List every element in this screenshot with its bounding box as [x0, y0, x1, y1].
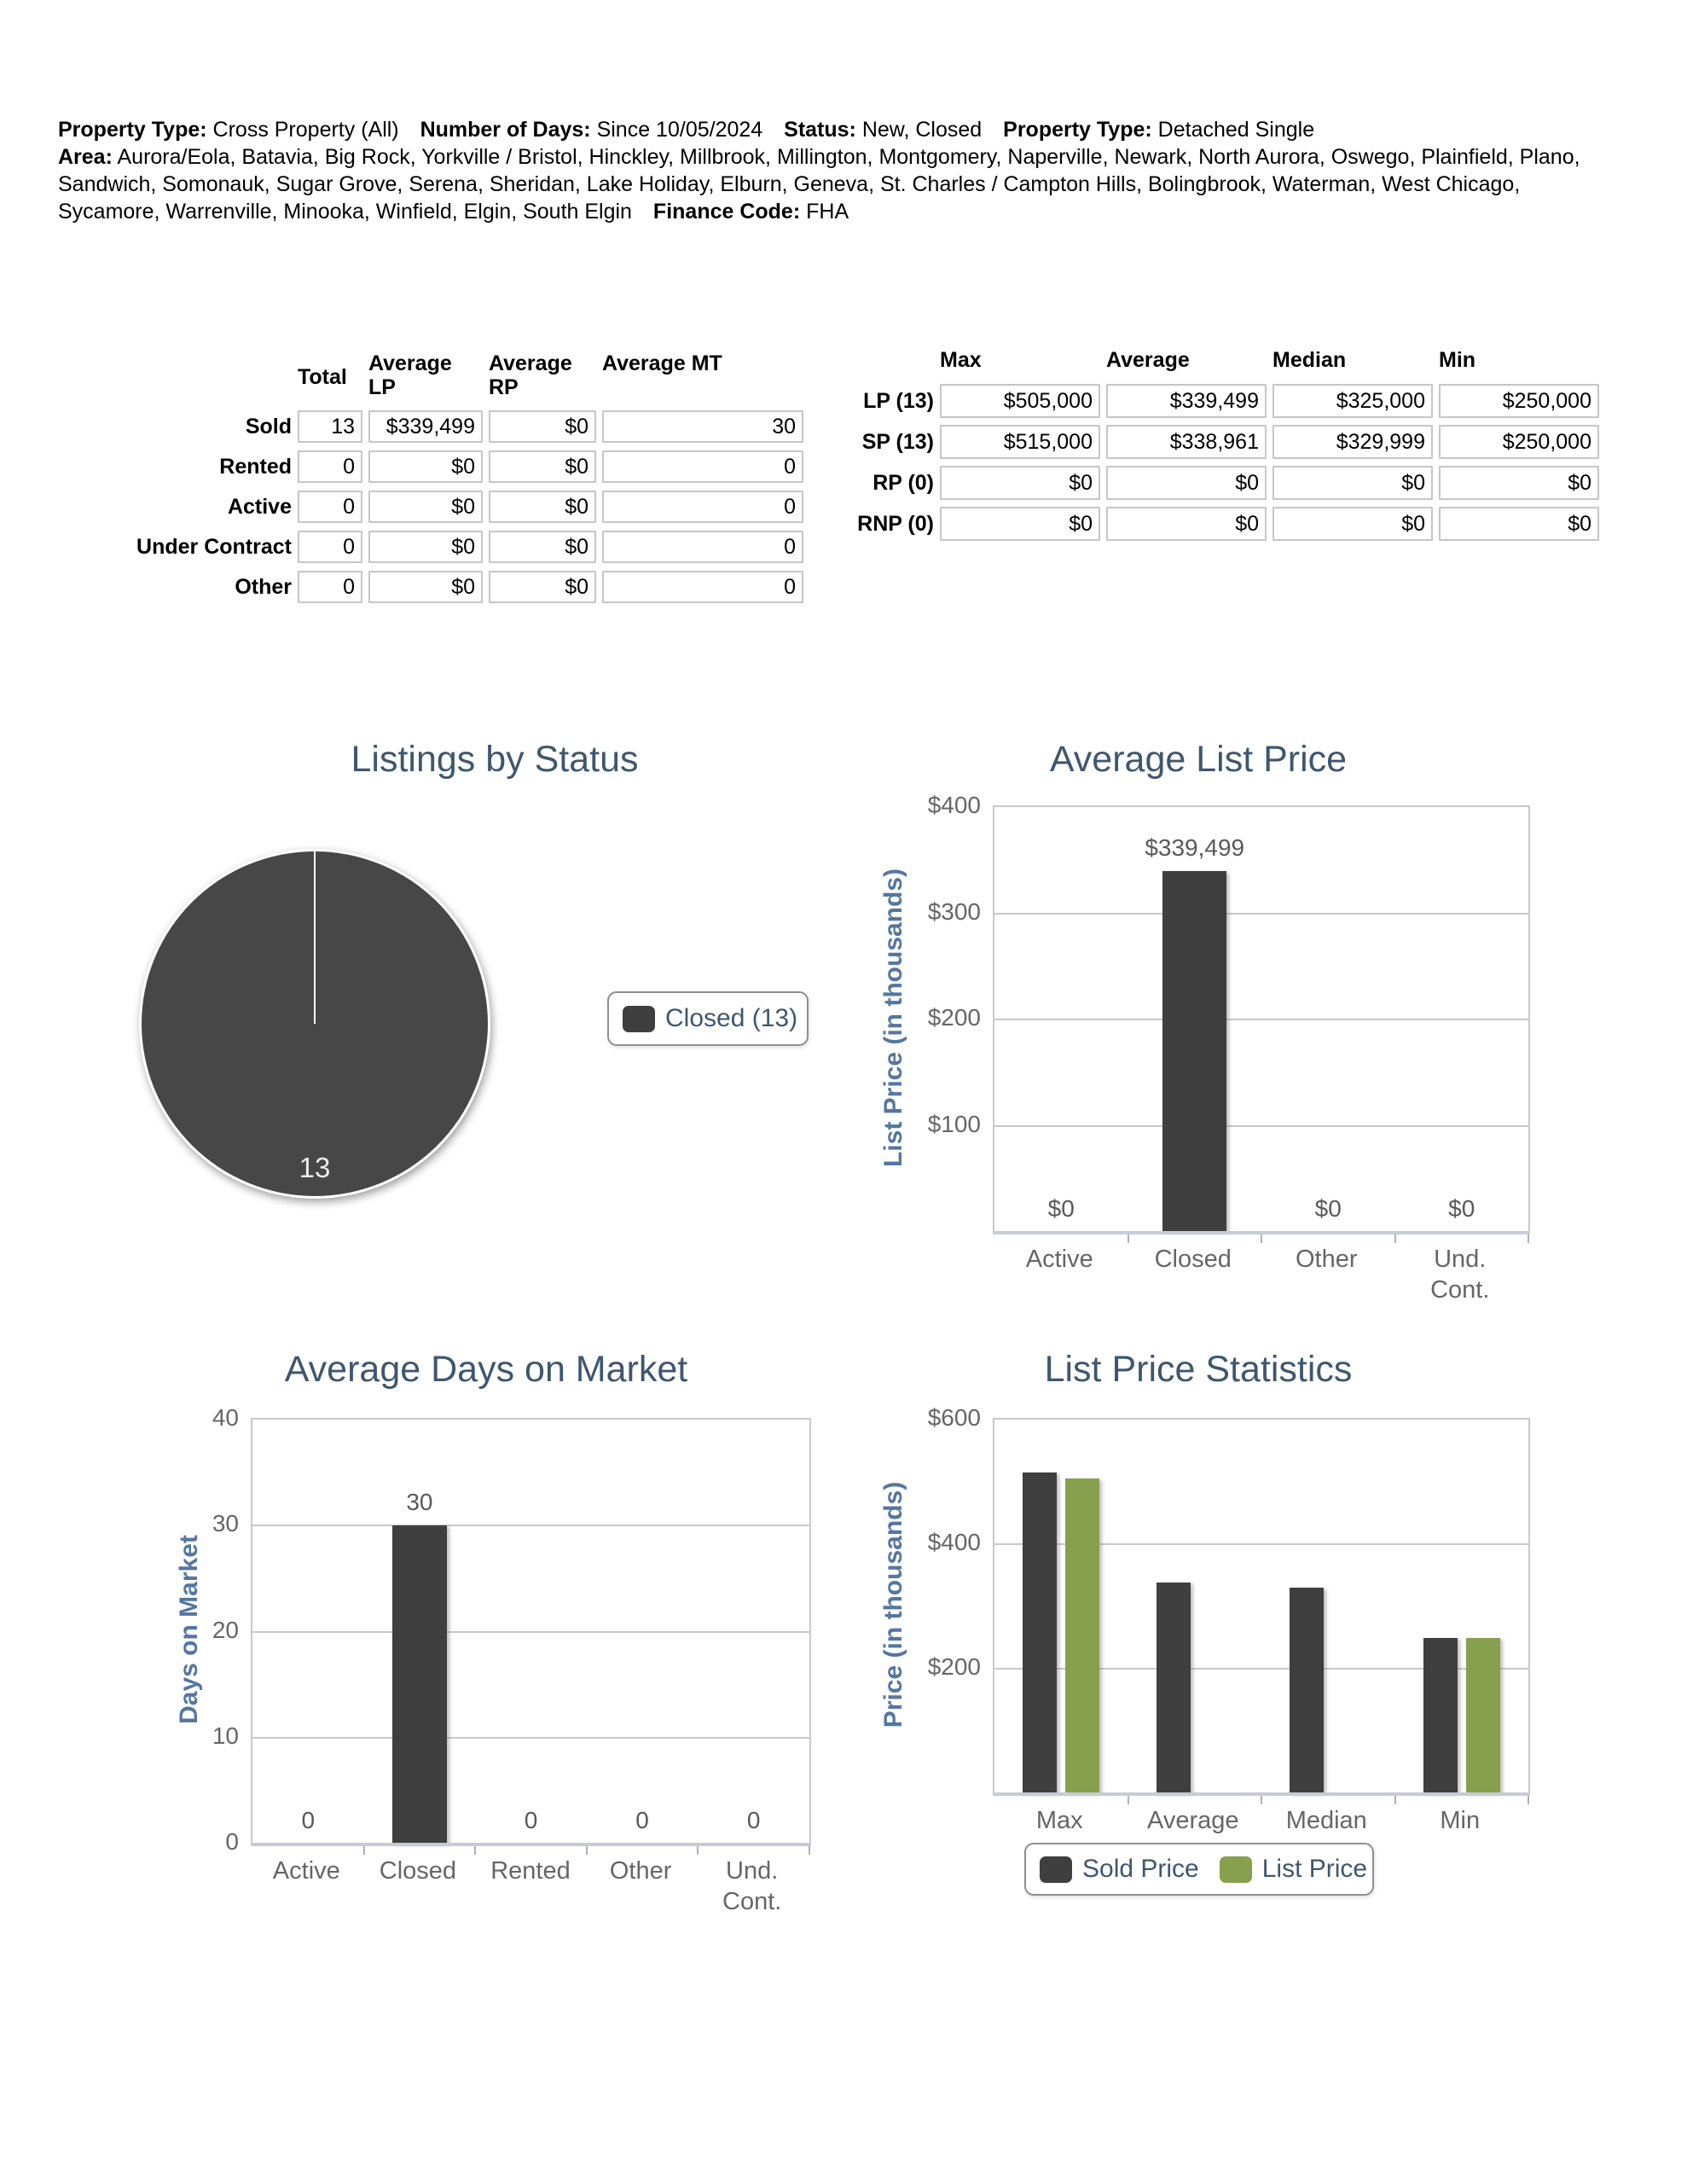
other-average-rp-field[interactable] — [489, 571, 596, 603]
bar-data-label: $0 — [1314, 1195, 1342, 1222]
bar — [1290, 1588, 1324, 1793]
grid-line — [252, 1525, 809, 1526]
rented-average-mt-field[interactable] — [602, 450, 803, 483]
x-axis-category-label: Und. Cont. — [1430, 1246, 1490, 1304]
x-axis-category-label: Average — [1147, 1807, 1239, 1834]
x-axis-category-label: Active — [272, 1857, 340, 1885]
sold-average-mt-field[interactable] — [602, 410, 803, 443]
x-axis-tick-mark — [586, 1844, 588, 1855]
active-average-mt-field[interactable] — [602, 491, 803, 523]
rnp-average-field[interactable] — [1106, 507, 1267, 541]
legend-item-list-price[interactable] — [1220, 1855, 1367, 1884]
active-average-lp-field[interactable] — [368, 491, 483, 523]
row-label-sold: Sold — [245, 415, 292, 439]
sp-min-field[interactable] — [1439, 425, 1599, 459]
chart-title: List Price Statistics — [1044, 1349, 1353, 1390]
row-label-rnp: RNP (0) — [857, 512, 934, 536]
lp-min-field[interactable] — [1439, 384, 1599, 418]
row-label-lp: LP (13) — [863, 389, 934, 413]
legend-label-closed: Closed (13) — [665, 1004, 798, 1032]
chart-title: Average Days on Market — [284, 1349, 688, 1390]
criteria-value: Aurora/Eola, Batavia, Big Rock, Yorkville / Bristol, Hinckley, Millbrook, Millington, Montgomery, Naperville, Newark, North Aurora, Oswego, Plainfield, Plano, Sandwich, Somonauk, Sugar Grove, Serena, Sheridan, Lake Holiday, Elburn, Geneva, St. Charles / Campton Hills, Bolingbrook, Waterman, West Chicago, Sycamore, Warrenville, Minooka, Winfield, Elgin, South Elgin — [58, 145, 1580, 224]
pie-data-label: 13 — [299, 1152, 331, 1183]
x-axis-labels — [251, 1856, 808, 1932]
x-axis-tick-mark — [474, 1844, 476, 1855]
lp-median-field[interactable] — [1272, 384, 1433, 418]
x-axis-tick-mark — [1128, 1232, 1129, 1243]
under-contract-total-field[interactable] — [298, 531, 362, 563]
sold-average-rp-field[interactable] — [489, 410, 596, 443]
other-average-mt-field[interactable] — [602, 571, 803, 603]
criteria-finance-code — [653, 200, 849, 224]
bar — [392, 1525, 447, 1844]
y-axis-tick-label: $600 — [927, 1404, 981, 1431]
price-statistics-table — [815, 348, 1599, 541]
criteria-status — [784, 118, 982, 142]
pie-legend — [607, 991, 809, 1046]
x-axis-tick-mark — [1528, 1232, 1529, 1243]
x-axis-category-label: Max — [1035, 1807, 1083, 1834]
average-list-price-chart — [836, 732, 1561, 1329]
rnp-max-field[interactable] — [940, 507, 1100, 541]
bar — [1466, 1638, 1500, 1794]
x-axis-labels — [993, 1244, 1527, 1321]
y-axis-title: List Price (in thousands) — [879, 868, 907, 1168]
x-axis-tick-mark — [1394, 1232, 1396, 1243]
bar-data-label: 30 — [406, 1489, 433, 1516]
bar-data-label: 0 — [746, 1807, 761, 1833]
rp-min-field[interactable] — [1439, 466, 1599, 500]
plot-area — [251, 1418, 811, 1845]
column-header-max: Max — [940, 348, 982, 372]
x-axis-tick-mark — [809, 1844, 810, 1855]
bar-data-label: $0 — [1047, 1195, 1075, 1222]
grid-line — [994, 913, 1528, 915]
sp-median-field[interactable] — [1272, 425, 1433, 459]
y-axis-labels — [836, 792, 981, 1230]
x-axis-tick-mark — [1128, 1793, 1129, 1804]
x-axis-tick-mark — [1528, 1793, 1529, 1804]
criteria-value: Since 10/05/2024 — [596, 118, 763, 142]
criteria-property-type — [58, 118, 399, 142]
y-axis-tick-label: 0 — [225, 1828, 239, 1855]
y-axis-tick-label: 30 — [212, 1510, 239, 1537]
plot-area — [993, 1418, 1530, 1795]
legend-swatch-sold-price — [1040, 1856, 1072, 1883]
rented-average-lp-field[interactable] — [368, 450, 483, 483]
bar-data-label: 0 — [301, 1807, 316, 1833]
under-contract-average-mt-field[interactable] — [602, 531, 803, 563]
y-axis-tick-label: $400 — [927, 792, 981, 818]
legend-swatch-closed — [623, 1006, 655, 1032]
rp-median-field[interactable] — [1272, 466, 1433, 500]
column-header-total: Total — [298, 365, 347, 389]
row-label-sp: SP (13) — [861, 430, 934, 454]
legend-label-list-price: List Price — [1261, 1855, 1368, 1883]
rented-total-field[interactable] — [298, 450, 362, 483]
column-header-average-lp: Average LP — [368, 351, 452, 399]
legend-label-sold-price: Sold Price — [1082, 1855, 1199, 1883]
row-label-rp: RP (0) — [872, 471, 934, 495]
grid-line — [994, 1125, 1528, 1127]
y-axis-tick-label: 40 — [212, 1404, 239, 1431]
bar — [1065, 1478, 1099, 1793]
y-axis-tick-label: $400 — [927, 1529, 981, 1555]
criteria-number-of-days — [420, 118, 763, 142]
rnp-median-field[interactable] — [1272, 507, 1433, 541]
row-label-rented: Rented — [219, 455, 292, 479]
y-axis-labels — [836, 1404, 981, 1792]
grid-line — [252, 1631, 809, 1633]
y-axis-labels — [102, 1404, 239, 1855]
active-average-rp-field[interactable] — [489, 491, 596, 523]
criteria-value: FHA — [806, 200, 849, 224]
criteria-label: Area: — [58, 145, 113, 169]
legend-swatch-list-price — [1220, 1856, 1252, 1883]
bar — [1423, 1638, 1458, 1794]
chart-title: Average List Price — [1049, 739, 1348, 780]
status-summary-table — [60, 351, 803, 603]
x-axis-labels — [993, 1805, 1527, 1848]
legend-item-sold-price[interactable] — [1040, 1855, 1199, 1884]
under-contract-average-rp-field[interactable] — [489, 531, 596, 563]
list-price-statistics-chart — [836, 1342, 1561, 2007]
bar — [1162, 871, 1226, 1232]
rnp-min-field[interactable] — [1439, 507, 1599, 541]
grid-line — [994, 1019, 1528, 1020]
column-header-min: Min — [1439, 348, 1476, 372]
criteria-value: New, Closed — [861, 118, 983, 142]
criteria-value: Detached Single — [1157, 118, 1315, 142]
pie-slice-divider — [314, 851, 316, 1024]
lp-average-field[interactable] — [1106, 384, 1267, 418]
spacer — [815, 348, 934, 377]
pie-slice-closed — [139, 849, 490, 1199]
y-axis-tick-label: $100 — [927, 1110, 981, 1137]
y-axis-tick-label: 20 — [212, 1616, 239, 1643]
bar-data-label: $0 — [1448, 1195, 1475, 1222]
grid-line — [252, 1737, 809, 1739]
y-axis-tick-label: $200 — [927, 1004, 981, 1031]
x-axis-category-label: Rented — [490, 1857, 571, 1885]
bar — [1157, 1583, 1191, 1793]
criteria-property-type-2 — [1003, 118, 1314, 142]
x-axis-category-label: Other — [609, 1857, 672, 1885]
lp-max-field[interactable] — [940, 384, 1100, 418]
bar-data-label: 0 — [635, 1807, 649, 1833]
other-average-lp-field[interactable] — [368, 571, 483, 603]
bar — [1023, 1472, 1057, 1793]
column-header-average-rp: Average RP — [489, 351, 572, 399]
rented-average-rp-field[interactable] — [489, 450, 596, 483]
x-axis-tick-mark — [363, 1844, 365, 1855]
criteria-value: Cross Property (All) — [212, 118, 399, 142]
legend-item-closed[interactable] — [623, 1004, 797, 1033]
y-axis-title: Days on Market — [175, 1535, 203, 1724]
price-series-legend — [1024, 1843, 1374, 1896]
chart-title: Listings by Status — [351, 739, 639, 780]
sp-average-field[interactable] — [1106, 425, 1267, 459]
column-header-average-mt: Average MT — [602, 351, 722, 375]
sold-average-lp-field[interactable] — [368, 410, 483, 443]
criteria-label: Property Type: — [58, 118, 207, 142]
active-total-field[interactable] — [298, 491, 362, 523]
x-axis-category-label: Closed — [379, 1857, 457, 1885]
average-days-on-market-chart — [102, 1342, 870, 1973]
plot-area — [993, 805, 1530, 1234]
y-axis-tick-label: 10 — [212, 1722, 239, 1749]
spacer — [60, 351, 292, 403]
x-axis-category-label: Closed — [1154, 1246, 1232, 1273]
column-header-average: Average — [1106, 348, 1190, 372]
row-label-other: Other — [235, 575, 292, 599]
bar-data-label: 0 — [524, 1807, 538, 1833]
x-axis-tick-mark — [1261, 1232, 1262, 1243]
x-axis-category-label: Active — [1025, 1246, 1093, 1273]
y-axis-title: Price (in thousands) — [879, 1481, 907, 1728]
x-axis-category-label: Min — [1440, 1807, 1481, 1834]
sp-max-field[interactable] — [940, 425, 1100, 459]
criteria-label: Status: — [784, 118, 856, 142]
criteria-label: Number of Days: — [420, 118, 591, 142]
bar-data-label: $339,499 — [1145, 834, 1245, 862]
criteria-label: Finance Code: — [652, 200, 801, 224]
row-label-under-contract: Under Contract — [136, 535, 292, 559]
x-axis-category-label: Und. Cont. — [722, 1857, 782, 1915]
y-axis-tick-label: $300 — [927, 897, 981, 925]
column-header-median: Median — [1272, 348, 1347, 372]
rp-max-field[interactable] — [940, 466, 1100, 500]
search-criteria — [58, 116, 1602, 225]
under-contract-average-lp-field[interactable] — [368, 531, 483, 563]
x-axis-tick-mark — [1394, 1793, 1396, 1804]
listings-by-status-chart — [119, 734, 870, 1263]
x-axis-tick-mark — [1261, 1793, 1262, 1804]
y-axis-tick-label: $200 — [927, 1653, 981, 1680]
x-axis-tick-mark — [697, 1844, 699, 1855]
row-label-active: Active — [227, 495, 292, 519]
x-axis-category-label: Other — [1295, 1246, 1358, 1273]
rp-average-field[interactable] — [1106, 466, 1267, 500]
sold-total-field[interactable] — [298, 410, 362, 443]
criteria-label: Property Type: — [1003, 118, 1152, 142]
other-total-field[interactable] — [298, 571, 362, 603]
x-axis-category-label: Median — [1285, 1807, 1367, 1834]
